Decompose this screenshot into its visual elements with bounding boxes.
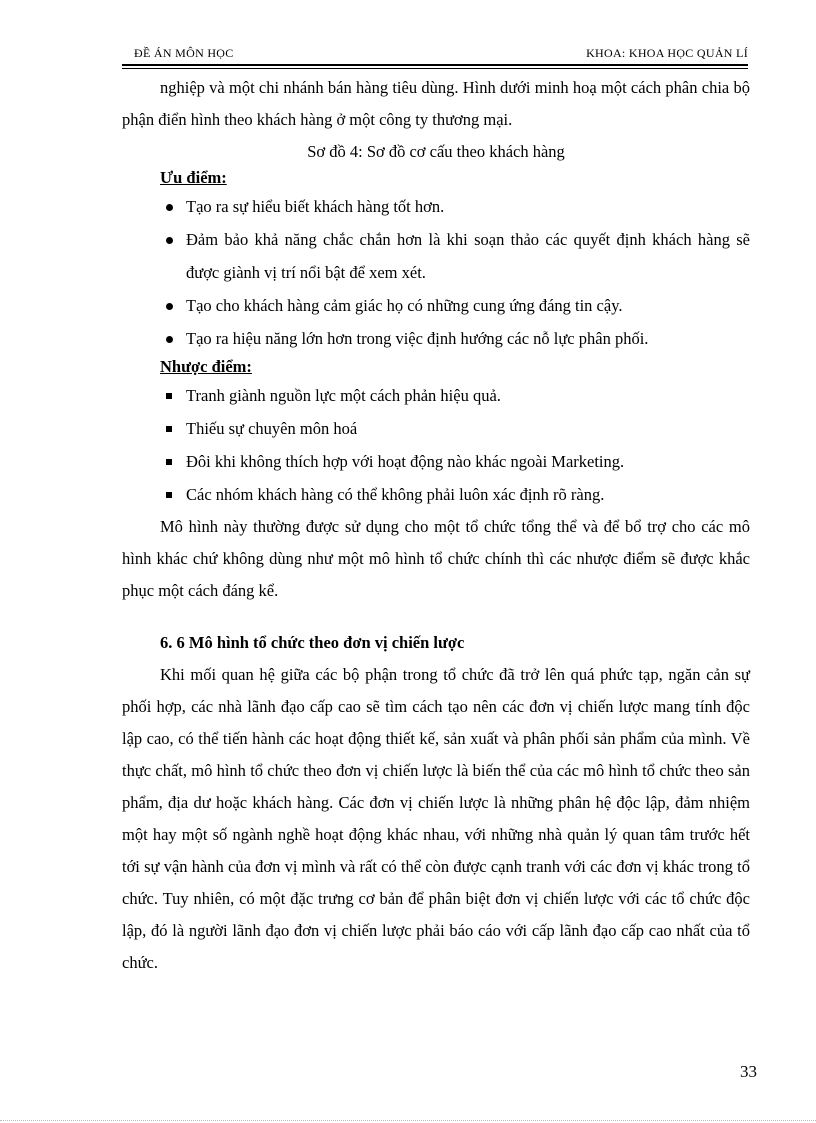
bullet-dot-icon bbox=[162, 223, 176, 256]
list-item: Đôi khi không thích hợp với hoạt động nào khác ngoài Marketing. bbox=[122, 445, 750, 478]
bullet-square-icon bbox=[162, 379, 176, 412]
advantages-heading: Ưu điểm: bbox=[160, 168, 227, 187]
bullet-square-icon bbox=[162, 478, 176, 511]
list-item: Tạo ra sự hiểu biết khách hàng tốt hơn. bbox=[122, 190, 750, 223]
bullet-square-icon bbox=[162, 445, 176, 478]
summary-paragraph: Mô hình này thường được sử dụng cho một tổ chức tổng thể và để bổ trợ cho các mô hình khác chứ không dùng như một mô hình tổ chức chính thì các nhược điểm sẽ được khắc phục một cách đáng kể. bbox=[122, 517, 750, 600]
list-item: Đảm bảo khả năng chắc chắn hơn là khi soạn thảo các quyết định khách hàng sẽ được giành vị trí nổi bật để xem xét. bbox=[122, 223, 750, 289]
bullet-dot-icon bbox=[162, 289, 176, 322]
page-number: 33 bbox=[740, 1062, 757, 1081]
bullet-dot-icon bbox=[162, 322, 176, 355]
diagram-caption: Sơ đồ 4: Sơ đồ cơ cấu theo khách hàng bbox=[307, 142, 565, 161]
header-rule-thin bbox=[122, 68, 748, 69]
disadvantages-heading: Nhược điểm: bbox=[160, 357, 252, 376]
bullet-dot-icon bbox=[162, 190, 176, 223]
list-item: Tạo cho khách hàng cảm giác họ có những cung ứng đáng tin cậy. bbox=[122, 289, 750, 322]
header-faculty: KHOA: KHOA HỌC QUẢN LÍ bbox=[586, 46, 748, 60]
bullet-square-icon bbox=[162, 412, 176, 445]
disadvantages-list bbox=[122, 379, 750, 511]
list-item: Các nhóm khách hàng có thể không phải luôn xác định rõ ràng. bbox=[122, 478, 750, 511]
page-header bbox=[122, 44, 748, 64]
page-body bbox=[122, 72, 750, 979]
page-bottom-border bbox=[0, 1120, 816, 1121]
list-item: Tranh giành nguồn lực một cách phản hiệu quả. bbox=[122, 379, 750, 412]
section-title: 6. 6 Mô hình tổ chức theo đơn vị chiến lược bbox=[160, 633, 465, 652]
section-paragraph: Khi mối quan hệ giữa các bộ phận trong tổ chức đã trở lên quá phức tạp, ngăn cản sự phối hợp, các nhà lãnh đạo cấp cao sẽ tìm cách tạo nên các đơn vị chiến lược mang tính độc lập cao, có thể tiến hành các hoạt động thiết kế, sản xuất và phân phối sản phẩm của mình. Về thực chất, mô hình tổ chức theo đơn vị chiến lược là biến thể của các mô hình tổ chức theo sản phẩm, địa dư hoặc khách hàng. Các đơn vị chiến lược là những phân hệ độc lập, đảm nhiệm một hay một số ngành nghề hoạt động khác nhau, với những nhà quản lý quan tâm trước hết tới sự vận hành của đơn vị mình và rất có thể còn được cạnh tranh với các đơn vị khác trong tổ chức. Tuy nhiên, có một đặc trưng cơ bản để phân biệt đơn vị chiến lược với các tổ chức độc lập, đó là người lãnh đạo đơn vị chiến lược phải báo cáo với cấp lãnh đạo cấp cao nhất của tổ chức. bbox=[122, 665, 750, 972]
list-item: Tạo ra hiệu năng lớn hơn trong việc định hướng các nỗ lực phân phối. bbox=[122, 322, 750, 355]
header-course-title: ĐỀ ÁN MÔN HỌC bbox=[134, 46, 234, 60]
header-rule-thick bbox=[122, 64, 748, 66]
intro-paragraph: nghiệp và một chi nhánh bán hàng tiêu dùng. Hình dưới minh hoạ một cách phân chia bộ phận điển hình theo khách hàng ở một công ty thương mại. bbox=[122, 78, 750, 129]
list-item: Thiếu sự chuyên môn hoá bbox=[122, 412, 750, 445]
advantages-list bbox=[122, 190, 750, 355]
